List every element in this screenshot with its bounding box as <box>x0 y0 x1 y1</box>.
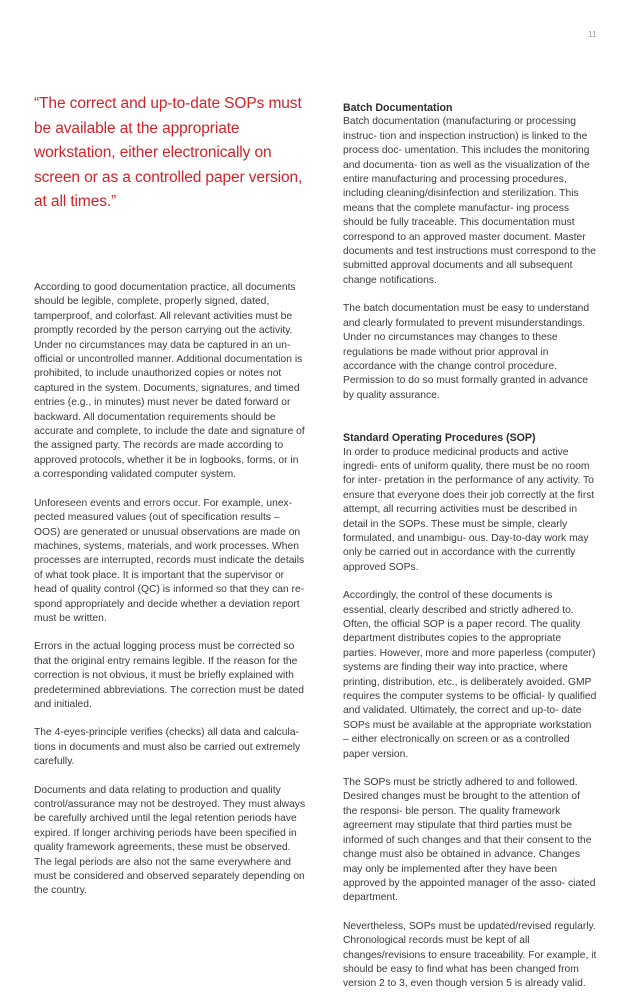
paragraph-sop-uniform-quality: In order to produce medicinal products and active ingredi- ents of uniform quality, there must be no room for inter- pretation in the performance of any activity. To ensure that everyone does their job correctly at the first attempt, all recurring activities must be described in detail in the SOPs. These must be simple, clearly formulated, and unambigu- ous. Day-to-day work may only be carried out in accordance with the currently approved SOPs. <box>343 446 595 573</box>
section-heading: Standard Operating Procedures (SOP) <box>343 432 536 445</box>
paragraph-batch-clarity: The batch documentation must be easy to understand and clearly formulated to prevent misunderstandings. Under no circumstances may changes to these regulations be made without prior approval in accordance with the change control procedure. Permission to do so must formally granted in advance by quality assurance. <box>343 303 590 401</box>
section-heading: Batch Documentation <box>343 102 453 114</box>
pull-quote: “The correct and up-to-date SOPs must be available at the appropriate workstation, either electronically on screen or as a controlled paper version, at all times.” <box>34 95 303 210</box>
paragraph-batch-linkage: Batch documentation (manufacturing or processing instruc- tion and inspection instruction) is linked to the process doc- umentation. This includes the monitoring and documenta- tion as well as the visualization of the entire manufacturing and processing procedures, including cleaning/disinfection and sterilization. This means that the complete manufactur- ing process should be fully traceable. This documentation must correspond to an approved master document. Master documents and test instructions must correspond to the submitted approval documents and all subsequent change notifications. <box>343 116 596 286</box>
page-number: 11 <box>588 30 597 39</box>
left-column-body <box>34 281 306 913</box>
paragraph-unforeseen-events: Unforeseen events and errors occur. For example, unex- pected measured values (out of specification results – OOS) are generated or unusual observations are made on machines, systems, materials, and work processes. When processes are interrupted, records must indicate the details of what took place. It is important that the supervisor or head of quality control (QC) is informed so that they can re- spond appropriately and decide whether a deviation report must be written. <box>34 497 305 624</box>
paragraph-sop-revisions: Nevertheless, SOPs must be updated/revised regularly. Chronological records must be kept of all changes/revisions to ensure traceability. For example, it should be easy to find what has been changed from version 2 to 3, even though version 5 is already valid. <box>343 920 597 990</box>
paragraph-error-correction: Errors in the actual logging process must be corrected so that the original entry remains legible. If the reason for the correction is not obvious, it must be briefly explained with predetermined abbreviations. The correction must be dated and initialed. <box>34 641 304 710</box>
section-batch-documentation <box>343 101 597 403</box>
paragraph-sop-control: Accordingly, the control of these documents is essential, clearly described and strictly adhered to. Often, the official SOP is a paper record. The quality department distributes copies to the appropriate parties. However, more and more paperless (computer) systems are finding their way into practice, where printing, distribution, etc., is deliberately avoided. GMP requires the computer systems to be official- ly qualified and validated. Ultimately, the correct and up-to- date SOPs must be available at the appropriate workstation – either electronically on screen or as a controlled paper version. <box>343 590 597 760</box>
paragraph-documentation-practice: According to good documentation practice, all documents should be legible, complete, properly signed, dated, tamperproof, and colorfast. All relevant activities must be promptly recorded by the person carrying out the activity. Under no circumstances may data be captured in an un- official or uncontrolled manner. Additional documentation is prohibited, to include unauthorized copies or notes not captured in the system. Documents, signatures, and timed entries (e.g., in minutes) must never be dated forward or backward. All documentation requirements should be accurate and complete, to include the date and signature of the assigned party. The records are made according to approved protocols, whether it be in logbooks, forms, or in a corresponding validated computer system. <box>34 282 305 481</box>
paragraph-sop-adherence: The SOPs must be strictly adhered to and followed. Desired changes must be brought to the attention of the responsi- ble person. The quality framework agreement may stipulate that third parties must be informed of such changes and that their consent to the change must also be obtained in advance. Changes may only be implemented after they have been approved by the appointed manager of the asso- ciated department. <box>343 777 596 904</box>
section-sop <box>343 431 597 992</box>
paragraph-archiving: Documents and data relating to production and quality control/assurance may not be destroyed. They must always be carefully archived until the legal retention periods have expired. If longer archiving periods have been specified in quality framework agreements, these must be observed. The legal periods are also not the same everywhere and must be considered and observed separately depending on the country. <box>34 784 306 897</box>
right-column-body <box>343 101 597 1006</box>
paragraph-four-eyes-principle: The 4-eyes-principle verifies (checks) all data and calcula- tions in documents and must also be carried out extremely carefully. <box>34 727 301 768</box>
